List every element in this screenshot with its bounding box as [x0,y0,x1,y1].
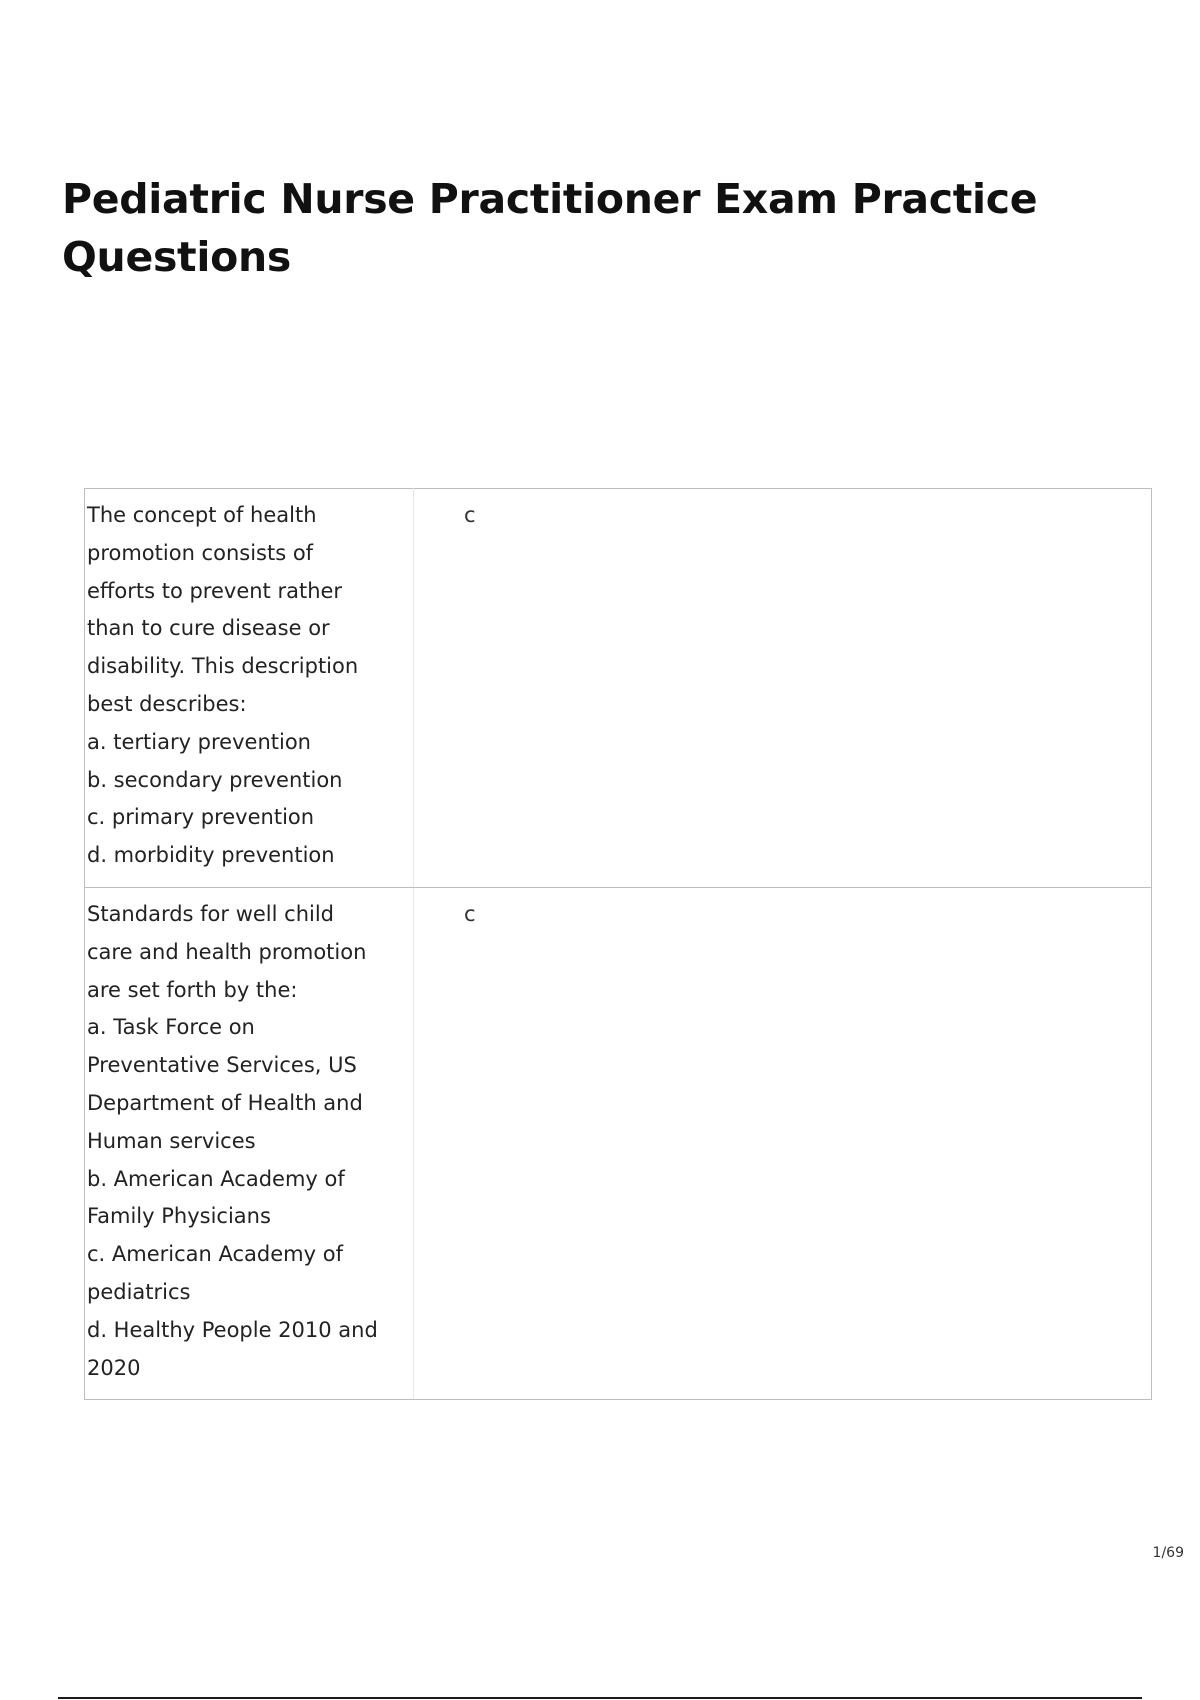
option-line: d. morbidity prevention [87,843,335,868]
question-line: promotion consists of [87,540,314,565]
option-line: b. American Academy of [87,1166,345,1191]
option-line: b. secondary prevention [87,767,343,792]
answer-cell [414,887,1152,1399]
option-line: c. American Academy of [87,1242,343,1267]
option-line: Preventative Services, US [87,1053,357,1078]
table-row [85,887,1152,1399]
answer-text: c [464,503,476,527]
page-title: Pediatric Nurse Practitioner Exam Practice Questions [62,175,1038,281]
footer-divider [58,1697,1142,1699]
question-line: The concept of health [87,503,317,527]
answer-cell [414,489,1152,888]
option-line: 2020 [87,1355,141,1380]
qa-table [84,488,1152,1400]
question-line: efforts to prevent rather [87,578,343,603]
option-line: Family Physicians [87,1204,271,1229]
option-line: Department of Health and [87,1090,363,1115]
question-line: disability. This description [87,654,359,679]
option-line: a. Task Force on [87,1015,255,1040]
question-line: best describes: [87,691,247,716]
answer-text: c [464,901,476,926]
option-line: d. Healthy People 2010 and [87,1317,378,1342]
question-line: than to cure disease or [87,616,330,641]
question-line: are set forth by the: [87,977,298,1002]
question-cell [85,887,414,1399]
question-cell [85,489,414,888]
question-line: care and health promotion [87,939,367,964]
option-line: pediatrics [87,1279,191,1304]
table-row [85,489,1152,888]
option-line: c. primary prevention [87,805,315,830]
option-line: a. tertiary prevention [87,729,311,754]
question-line: Standards for well child [87,901,334,926]
page-number: 1/69 [1152,1545,1184,1561]
option-line: Human services [87,1128,256,1153]
